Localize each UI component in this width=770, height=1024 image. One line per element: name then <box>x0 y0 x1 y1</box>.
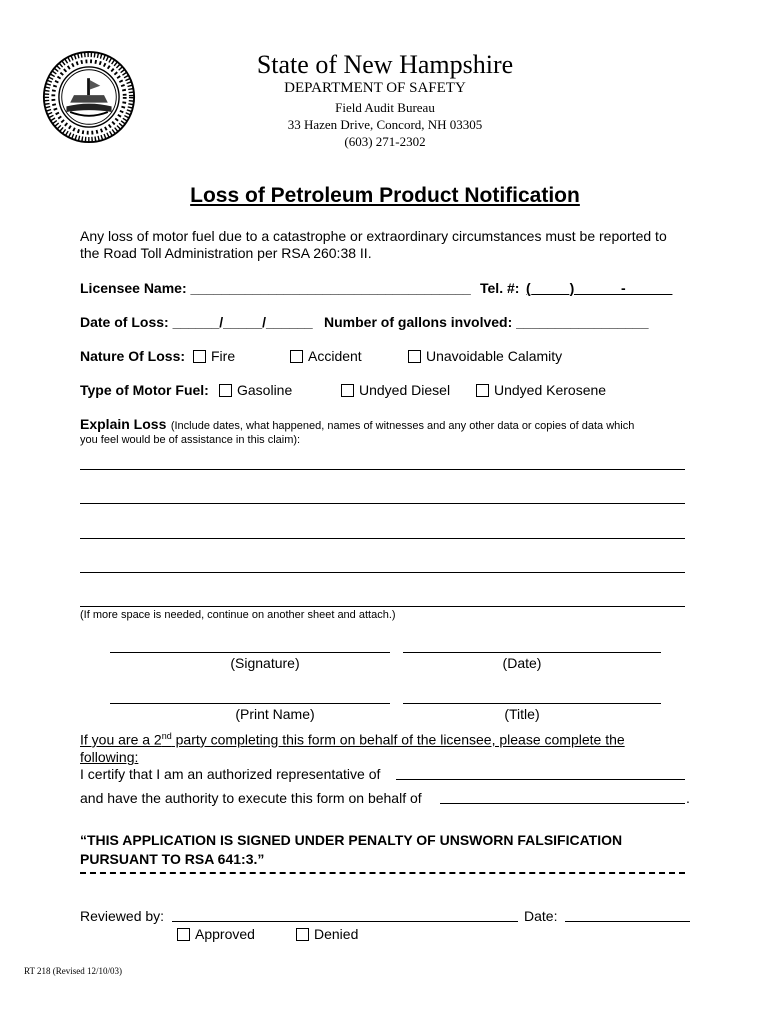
explain-loss-heading <box>80 416 634 434</box>
nature-of-loss-label: Nature Of Loss: <box>80 348 186 364</box>
checkbox-fire[interactable] <box>193 348 235 364</box>
explain-line-1[interactable] <box>80 469 685 470</box>
checkbox-square[interactable] <box>193 350 206 363</box>
print-name-line[interactable] <box>110 703 390 704</box>
checkbox-square[interactable] <box>341 384 354 397</box>
checkbox-accident[interactable] <box>290 348 362 364</box>
dashed-separator <box>80 872 685 874</box>
second-party-post: party completing this form on behalf of the licensee, please complete the <box>171 731 625 748</box>
print-name-caption: (Print Name) <box>235 706 315 722</box>
explain-line-2[interactable] <box>80 503 685 504</box>
checkbox-square[interactable] <box>219 384 232 397</box>
second-party-sup: nd <box>161 731 172 741</box>
state-heading: State of New Hampshire <box>256 50 514 79</box>
licensee-name-field[interactable]: Licensee Name: ____________________________________ <box>80 280 471 296</box>
tel-field[interactable]: (_____)______-______ <box>526 280 673 296</box>
checkbox-undyed-kerosene[interactable] <box>476 382 606 398</box>
form-number: RT 218 (Revised 12/10/03) <box>24 966 123 976</box>
checkbox-calamity-label: Unavoidable Calamity <box>426 348 563 364</box>
signature-line[interactable] <box>110 652 390 653</box>
second-party-instruction <box>80 731 625 748</box>
checkbox-gasoline-label: Gasoline <box>237 382 293 398</box>
explain-loss-label: Explain Loss <box>80 416 167 432</box>
authority-period: . <box>686 790 690 806</box>
checkbox-unavoidable-calamity[interactable] <box>408 348 562 364</box>
review-date-label: Date: <box>524 908 558 924</box>
explain-line-3[interactable] <box>80 538 685 539</box>
intro-line-2: the Road Toll Administration per RSA 260:38 II. <box>80 245 372 261</box>
checkbox-square[interactable] <box>290 350 303 363</box>
checkbox-undyed-diesel[interactable] <box>341 382 450 398</box>
penalty-line-1: “THIS APPLICATION IS SIGNED UNDER PENALTY OF UNSWORN FALSIFICATION <box>80 832 623 848</box>
checkbox-approved-label: Approved <box>195 926 255 942</box>
checkbox-square[interactable] <box>177 928 190 941</box>
checkbox-diesel-label: Undyed Diesel <box>359 382 451 398</box>
reviewed-by-line[interactable] <box>172 921 518 922</box>
checkbox-approved[interactable] <box>177 926 255 942</box>
checkbox-gasoline[interactable] <box>219 382 292 398</box>
tel-label: Tel. #: <box>480 280 520 296</box>
phone-line: (603) 271-2302 <box>344 134 426 149</box>
checkbox-square[interactable] <box>476 384 489 397</box>
checkbox-accident-label: Accident <box>308 348 362 364</box>
bureau-line: Field Audit Bureau <box>335 100 435 115</box>
authority-text: and have the authority to execute this form on behalf of <box>80 790 422 806</box>
form-title: Loss of Petroleum Product Notification <box>190 184 580 207</box>
signature-caption: (Signature) <box>230 655 300 671</box>
more-space-note: (If more space is needed, continue on another sheet and attach.) <box>80 609 396 621</box>
explain-loss-note-1: (Include dates, what happened, names of witnesses and any other data or copies of data which <box>170 420 635 432</box>
address-line: 33 Hazen Drive, Concord, NH 03305 <box>287 117 483 132</box>
intro-line-1: Any loss of motor fuel due to a catastrophe or extraordinary circumstances must be reported to <box>80 228 667 244</box>
reviewed-by-label: Reviewed by: <box>80 908 165 924</box>
checkbox-denied[interactable] <box>296 926 358 942</box>
checkbox-denied-label: Denied <box>314 926 359 942</box>
title-caption: (Title) <box>504 706 540 722</box>
checkbox-square[interactable] <box>408 350 421 363</box>
explain-line-4[interactable] <box>80 572 685 573</box>
certify-text: I certify that I am an authorized representative of <box>80 766 381 782</box>
department-heading: DEPARTMENT OF SAFETY <box>284 80 466 96</box>
authority-line[interactable] <box>440 803 685 804</box>
title-line[interactable] <box>403 703 661 704</box>
checkbox-square[interactable] <box>296 928 309 941</box>
explain-line-5[interactable] <box>80 606 685 607</box>
fuel-type-label: Type of Motor Fuel: <box>80 382 209 398</box>
date-of-loss-field[interactable]: Date of Loss: ______/_____/______ <box>80 314 313 330</box>
penalty-line-2: PURSUANT TO RSA 641:3.” <box>80 851 265 867</box>
checkbox-fire-label: Fire <box>211 348 236 364</box>
gallons-field[interactable]: Number of gallons involved: _________________ <box>324 314 649 330</box>
date-line[interactable] <box>403 652 661 653</box>
certify-line[interactable] <box>396 779 685 780</box>
explain-loss-note-2: you feel would be of assistance in this claim): <box>80 434 301 446</box>
date-caption: (Date) <box>502 655 542 671</box>
checkbox-kerosene-label: Undyed Kerosene <box>494 382 607 398</box>
second-party-pre: If you are a 2 <box>80 731 162 748</box>
review-date-line[interactable] <box>565 921 690 922</box>
second-party-line-2: following: <box>80 749 139 765</box>
